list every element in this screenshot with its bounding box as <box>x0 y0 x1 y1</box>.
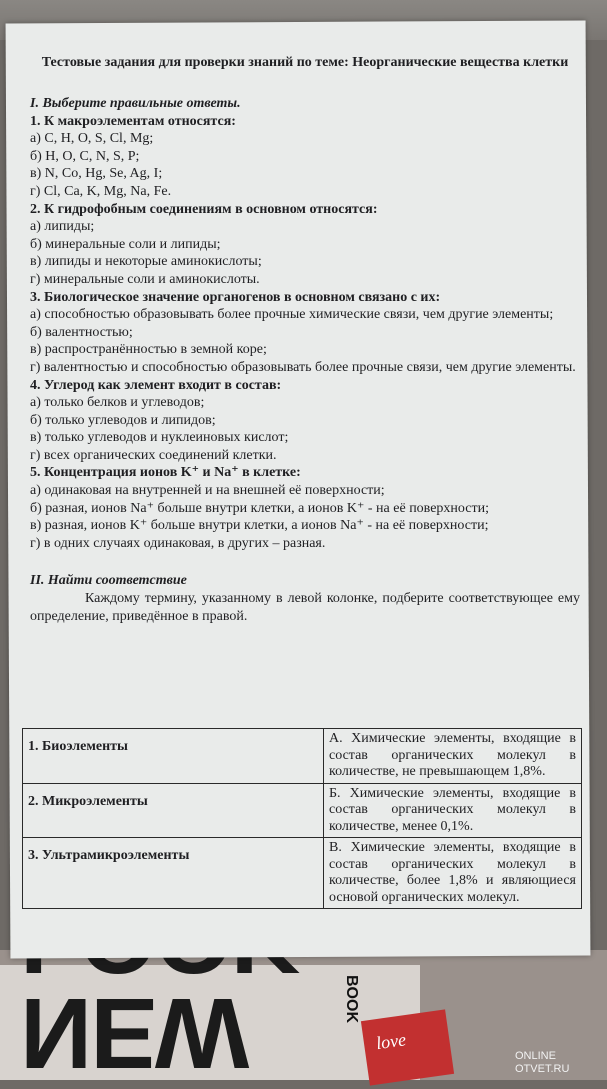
table-row <box>23 838 582 909</box>
question-text: 5. Концентрация ионов K⁺ и Na⁺ в клетке: <box>30 465 301 481</box>
answer-option: б) минеральные соли и липиды; <box>30 236 221 252</box>
definition-cell: В. Химические элементы, входящие в состав органических молекул в количестве, более 1,8% и являющиеся основой органических молекул. <box>324 838 582 909</box>
term-cell: 2. Микроэлементы <box>23 783 324 838</box>
answer-option: б) H, O, C, N, S, P; <box>30 148 140 164</box>
section2-instruction: Каждому термину, указанному в левой колонке, подберите соответствующее ему определение, приведённое в правой. <box>30 591 580 624</box>
answer-option: б) разная, ионов Na⁺ больше внутри клетки, а ионов K⁺ - на её поверхности; <box>30 500 489 516</box>
answer-option: в) распространённостью в земной коре; <box>30 342 267 358</box>
question-4 <box>30 377 580 465</box>
answer-option: а) только белков и углеводов; <box>30 395 205 411</box>
table-row <box>23 783 582 838</box>
answer-option: в) только углеводов и нуклеиновых кислот; <box>30 430 289 446</box>
spacer <box>30 552 580 572</box>
question-text: 3. Биологическое значение органогенов в основном связано с их: <box>30 289 441 305</box>
definition-cell: Б. Химические элементы, входящие в состав органических молекул в количестве, менее 0,1%. <box>324 783 582 838</box>
answer-option: в) липиды и некоторые аминокислоты; <box>30 254 262 270</box>
watermark-line1: ONLINE <box>515 1050 556 1062</box>
answer-option: г) в одних случаях одинаковая, в других – разная. <box>30 535 326 551</box>
section1-heading: I. Выберите правильные ответы. <box>30 96 241 111</box>
matching-table <box>22 728 582 909</box>
answer-option: в) разная, ионов K⁺ больше внутри клетки, а ионов Na⁺ - на её поверхности; <box>30 518 489 534</box>
question-2 <box>30 201 580 289</box>
question-3 <box>30 289 580 377</box>
watermark <box>515 1050 607 1080</box>
question-text: 4. Углерод как элемент входит в состав: <box>30 377 282 393</box>
answer-option: г) валентностью и способностью образовывать более прочные связи, чем другие элементы. <box>30 359 576 375</box>
magazine-text: NEW <box>20 977 248 1089</box>
question-5 <box>30 464 580 552</box>
answer-option: а) одинаковая на внутренней и на внешней её поверхности; <box>30 483 385 499</box>
answer-option: а) способностью образовывать более прочные химические связи, чем другие элементы; <box>30 307 554 323</box>
question-text: 2. К гидрофобным соединениям в основном относятся: <box>30 201 378 217</box>
document-title: Тестовые задания для проверки знаний по теме: Неорганические вещества клетки <box>41 55 569 70</box>
section2-heading: II. Найти соответствие <box>30 573 187 589</box>
answer-option: а) липиды; <box>30 219 95 235</box>
red-card-text: love <box>374 1029 408 1054</box>
magazine-side-text: BOOK <box>343 975 360 1023</box>
term-cell: 3. Ультрамикроэлементы <box>23 838 324 909</box>
answer-option: б) валентностью; <box>30 324 133 340</box>
term-cell: 1. Биоэлементы <box>23 729 324 784</box>
answer-option: а) C, H, O, S, Cl, Mg; <box>30 131 154 147</box>
answer-option: в) N, Co, Hg, Se, Ag, I; <box>30 166 163 182</box>
answer-option: г) минеральные соли и аминокислоты. <box>30 271 260 287</box>
table-row <box>23 729 582 784</box>
question-text: 1. К макроэлементам относятся: <box>30 113 236 129</box>
question-1 <box>30 113 580 201</box>
answer-option: г) всех органических соединений клетки. <box>30 447 277 463</box>
document-content <box>30 55 580 625</box>
answer-option: б) только углеводов и липидов; <box>30 412 216 428</box>
red-card <box>361 1009 454 1085</box>
answer-option: г) Cl, Ca, K, Mg, Na, Fe. <box>30 183 172 199</box>
definition-cell: А. Химические элементы, входящие в состав органических молекул в количестве, не превышающем 1,8%. <box>324 729 582 784</box>
watermark-line2: OTVET.RU <box>515 1063 570 1075</box>
